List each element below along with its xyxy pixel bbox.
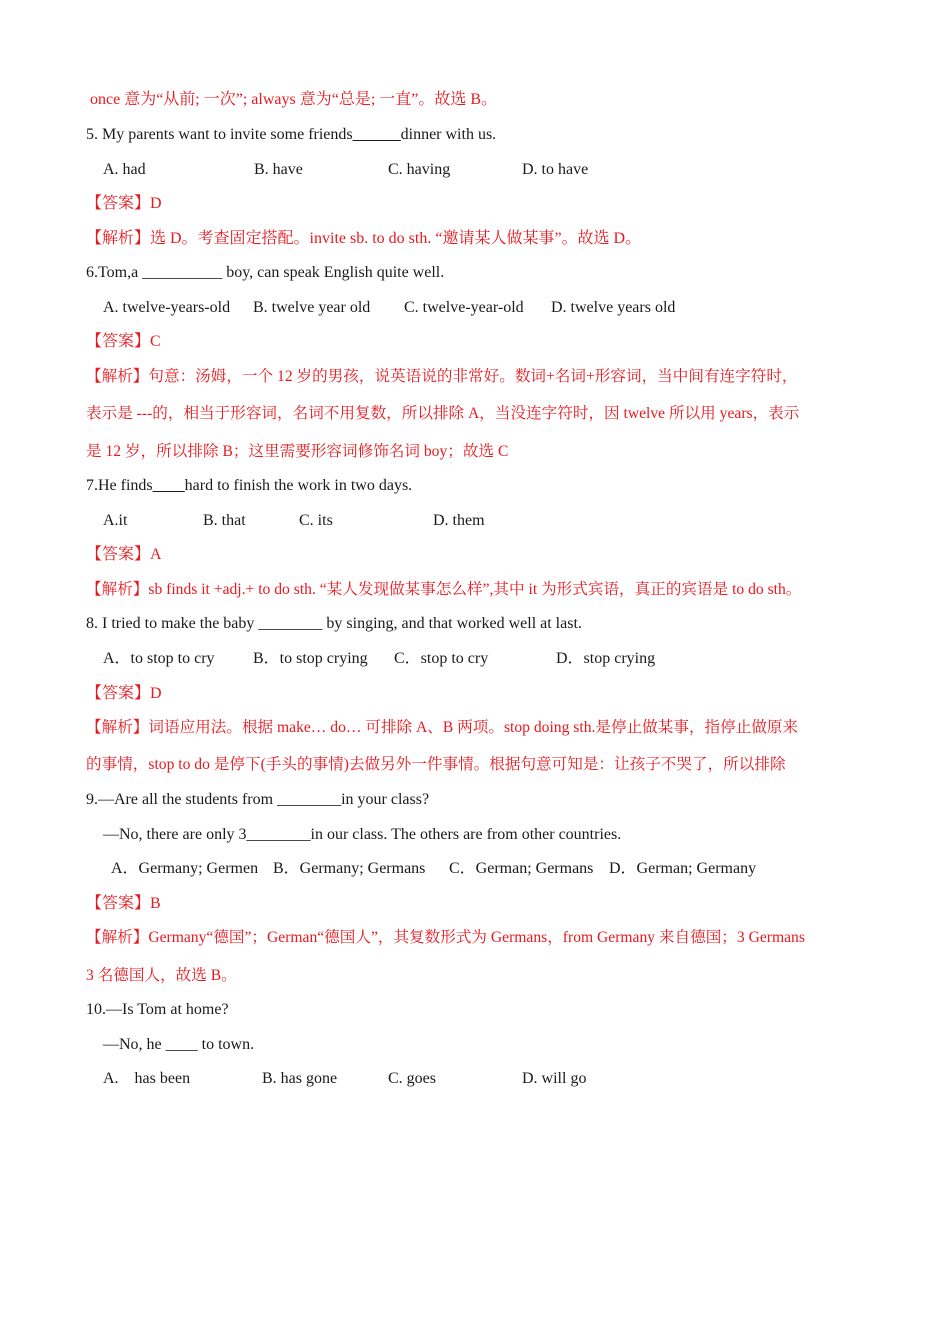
q6-option-c: C. twelve-year-old	[404, 299, 524, 316]
q5-explanation: 【解析】选 D。考查固定搭配。invite sb. to do sth. “邀请某人做某事”。故选 D。	[86, 230, 642, 247]
q10-option-d: D. will go	[522, 1070, 587, 1087]
q7-option-a: A.it	[103, 512, 128, 529]
q6-option-b: B. twelve year old	[253, 299, 371, 316]
question-7	[86, 476, 412, 496]
q9-explanation-2: 3 名德国人，故选 B。	[86, 967, 237, 984]
q7-answer: 【答案】A	[86, 546, 162, 563]
q6-explanation-1: 【解析】句意：汤姆，一个 12 岁的男孩，说英语说的非常好。数词+名词+形容词，当中间有连字符时，	[86, 368, 798, 385]
intro-explanation: once 意为“从前; 一次”; always 意为“总是; 一直”。故选 B。	[90, 91, 498, 108]
q8-explanation-1: 【解析】词语应用法。根据 make… do… 可排除 A、B 两项。stop doing sth.是停止做某事，指停止做原来	[86, 719, 799, 736]
question-9-line-2: —No, there are only 3________in our class. The others are from other countries.	[103, 826, 622, 843]
q9-option-d: D．German; Germany	[609, 860, 757, 877]
q8-option-d: D．stop crying	[556, 650, 656, 667]
q6-answer: 【答案】C	[86, 333, 161, 350]
question-5-after: dinner with us.	[400, 126, 497, 143]
q6-explanation-3: 是 12 岁，所以排除 B；这里需要形容词修饰名词 boy；故选 C	[86, 443, 509, 460]
question-7-blank: ____	[152, 477, 185, 494]
q8-answer: 【答案】D	[86, 685, 162, 702]
q9-option-a: A．Germany; Germen	[111, 860, 259, 877]
q10-option-b: B. has gone	[262, 1070, 338, 1087]
q7-option-b: B. that	[203, 512, 246, 529]
q8-explanation-2: 的事情，stop to do 是停下(手头的事情)去做另外一件事情。根据句意可知是：让孩子不哭了，所以排除	[86, 756, 786, 773]
q10-option-c: C. goes	[388, 1070, 436, 1087]
q5-option-b: B. have	[254, 161, 303, 178]
q10-option-a: A. has been	[103, 1070, 191, 1087]
q8-option-a: A．to stop to cry	[103, 650, 215, 667]
q8-option-c: C．stop to cry	[394, 650, 489, 667]
question-7-before: 7.He finds	[86, 477, 153, 494]
question-9-line-1: 9.—Are all the students from ________in your class?	[86, 791, 430, 808]
q5-option-a: A. had	[103, 161, 146, 178]
question-5-blank: ______	[352, 126, 401, 143]
q9-explanation-1: 【解析】Germany“德国”；German“德国人”，其复数形式为 Germans，from Germany 来自德国；3 Germans	[86, 929, 805, 946]
q9-option-b: B．Germany; Germans	[273, 860, 426, 877]
question-5-before: 5. My parents want to invite some friends	[86, 126, 353, 143]
q5-answer: 【答案】D	[86, 195, 162, 212]
q8-option-b: B．to stop crying	[253, 650, 368, 667]
question-7-after: hard to finish the work in two days.	[184, 477, 413, 494]
q6-option-a: A. twelve-years-old	[103, 299, 231, 316]
question-8: 8. I tried to make the baby ________ by singing, and that worked well at last.	[86, 615, 582, 632]
q6-explanation-2: 表示是 ---的，相当于形容词，名词不用复数，所以排除 A，当没连字符时，因 twelve 所以用 years，表示	[86, 405, 800, 422]
q5-option-c: C. having	[388, 161, 451, 178]
q6-option-d: D. twelve years old	[551, 299, 676, 316]
question-6: 6.Tom,a __________ boy, can speak English quite well.	[86, 264, 445, 281]
q9-option-c: C．German; Germans	[449, 860, 594, 877]
q7-explanation: 【解析】sb finds it +adj.+ to do sth. “某人发现做某事怎么样”,其中 it 为形式宾语，真正的宾语是 to do sth。	[86, 581, 802, 598]
question-10-line-2: —No, he ____ to town.	[103, 1036, 255, 1053]
question-10-line-1: 10.—Is Tom at home?	[86, 1001, 229, 1018]
q5-option-d: D. to have	[522, 161, 589, 178]
q9-answer: 【答案】B	[86, 895, 161, 912]
q7-option-c: C. its	[299, 512, 333, 529]
question-5	[86, 125, 496, 145]
q7-option-d: D. them	[433, 512, 485, 529]
